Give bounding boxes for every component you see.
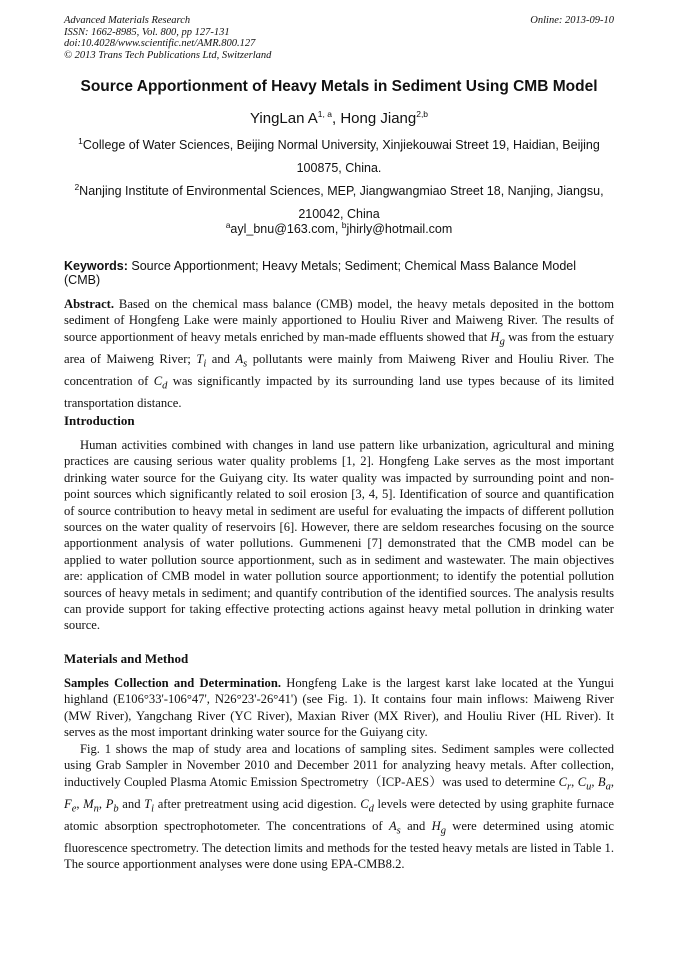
symbol-cd (153, 373, 168, 392)
symbol-base: P (105, 796, 114, 811)
symbol-cu (577, 774, 592, 793)
symbol-base: C (153, 373, 163, 388)
symbol-base: C (577, 774, 587, 789)
author-emails (64, 219, 614, 236)
abstract-text: pollutants were mainly from Maiweng River and Houliu River. The concentration of (64, 351, 614, 388)
online-date: Online: 2013-09-10 (530, 15, 614, 26)
symbol-fe (64, 796, 77, 815)
journal-info (64, 15, 271, 61)
email-b[interactable]: jhirly@hotmail.com (346, 222, 453, 236)
symbol-sub: a (605, 781, 611, 793)
author-1: YingLan A (249, 110, 318, 127)
affiliation-2 (64, 180, 614, 226)
methods-heading: Materials and Method (64, 651, 189, 666)
affiliation-2-text: Nanjing Institute of Environmental Sciences, MEP, Jiangwangmiao Street 18, Nanjing, Jiangsu, 210042, China (79, 184, 604, 221)
symbol-as (388, 818, 401, 837)
abstract-text: and (206, 351, 236, 366)
symbol-sub: d (162, 380, 168, 392)
symbol-sub: g (499, 336, 505, 348)
introduction-paragraph: Human activities combined with changes in land use pattern like urbanization, agricultural and mining practices are causing serious water quality problems [1, 2]. Hongfeng Lake serves as the most important drinking water source for the Guiyang city. Its water quality was impacted by surrounding point and non-point sources which significantly related to soil erosion [3, 4, 5]. Identification of source and quantification of source contribution to heavy metal in sediment are useful for evaluating the impacts of different pollution sources on the water quality of reservoirs [6]. However, there are seldom researches focusing on the source apportionment analysis of water pollutions. Gummeneni [7] demonstrated that the CMB model can be applied to water pollution source apportionment, such as in sediment and wastewater. The main objectives are: application of CMB model in water pollution source apportionment; to identify the potential pollution sources of heavy metals in sediment; and quantify contribution of the identified sources. The analysis results can provide support for taking effective protecting actions against heavy metal pollution in drinking water source. (64, 438, 614, 633)
paragraph-text: , (76, 796, 84, 811)
affiliation-1-text: College of Water Sciences, Beijing Normal University, Xinjiekouwai Street 19, Haidian, Beijing 100875, China. (82, 138, 600, 175)
email-a[interactable]: ayl_bnu@163.com, (230, 222, 342, 236)
paragraph-text: levels were detected by using graphite furnace atomic absorption spectrophotometer. The concentrations of (64, 796, 615, 833)
abstract-text: was significantly impacted by its surrounding land use types because of its limited transportation distance. (64, 373, 614, 410)
paragraph-text: , (571, 774, 578, 789)
author-2-affiliation-mark: 2,b (416, 109, 429, 119)
samples-text: Hongfeng Lake is the largest karst lake located at the Yungui highland (E106°33'-106°47', N26°23'-26°41') (see Fig. 1). It contains four main inflows: Maiweng River (MW River), Yangchang River (YC River), Maxian River (MX River), and Houliu River (HL River). It serves as the most important drinking water source for the Guiyang city. (64, 676, 614, 740)
keywords-text: Source Apportionment; Heavy Metals; Sediment; Chemical Mass Balance Model (CMB) (64, 259, 577, 287)
affiliation-1-mark: 1 (78, 135, 83, 146)
symbol-base: H (490, 329, 500, 344)
symbol-pb (105, 796, 119, 815)
keywords-label: Keywords: (64, 259, 128, 273)
symbol-base: T (144, 796, 152, 811)
email-a-mark: a (225, 219, 231, 230)
symbol-sub: n (93, 803, 99, 815)
journal-name: Advanced Materials Research (64, 15, 191, 26)
symbol-base: A (235, 351, 244, 366)
symbol-base: C (558, 774, 568, 789)
paragraph-text: after pretreatment using acid digestion. (154, 796, 361, 811)
symbol-sub: g (440, 825, 446, 837)
samples-label: Samples Collection and Determination. (64, 676, 281, 690)
copyright-line: © 2013 Trans Tech Publications Ltd, Switzerland (64, 49, 272, 61)
symbol-base: H (431, 818, 441, 833)
paragraph-text: , (591, 774, 598, 789)
paragraph-text: and (400, 818, 432, 833)
samples-paragraph (64, 675, 614, 741)
author-2: Hong Jiang (340, 110, 417, 127)
paragraph-text: , (610, 774, 614, 789)
symbol-sub: u (586, 781, 592, 793)
abstract (64, 296, 614, 411)
paragraph-text: , (98, 796, 106, 811)
issn-line: ISSN: 1662-8985, Vol. 800, pp 127-131 (64, 26, 230, 38)
paragraph-text: Fig. 1 shows the map of study area and locations of sampling sites. Sediment samples were collected using Grab Sampler in November 2010 and December 2011 for analyzing heavy metals. After collection, inductively Coupled Plasma Atomic Emission Spectrometry（ICP-AES）was used to determine (64, 742, 614, 789)
figure-description-paragraph (64, 741, 614, 872)
symbol-sub: r (567, 781, 572, 793)
affiliation-2-mark: 2 (74, 181, 80, 192)
symbol-base: M (83, 796, 94, 811)
abstract-text: Based on the chemical mass balance (CMB) model, the heavy metals deposited in the bottom sediment of Hongfeng Lake were mainly apportioned to Houliu River and Maiweng River. The results of source apportionment of heavy metals enriched by man-made effluents showed that (64, 297, 614, 344)
author-separator: , (331, 110, 341, 127)
paragraph-text: were determined using atomic fluorescence spectrometry. The detection limits and methods for the tested heavy metals are listed in Table 1. The source apportionment analyses were done using EPA-CMB8.2. (64, 818, 615, 871)
symbol-base: C (360, 796, 369, 811)
symbol-as (235, 351, 248, 370)
symbol-mn (83, 796, 99, 815)
symbol-cr (558, 774, 572, 793)
introduction-heading: Introduction (64, 413, 135, 428)
symbol-cd (360, 796, 374, 815)
symbol-sub: b (113, 803, 119, 815)
paragraph-text: and (118, 796, 145, 811)
symbol-ba (597, 774, 611, 793)
symbol-sub: s (243, 358, 248, 370)
authors-line (40, 110, 638, 127)
paper-title: Source Apportionment of Heavy Metals in Sediment Using CMB Model (80, 78, 598, 95)
symbol-sub: e (71, 803, 77, 815)
symbol-ti (144, 796, 155, 815)
symbol-hg (490, 329, 505, 348)
symbol-sub: i (151, 803, 155, 815)
email-b-mark: b (341, 219, 347, 230)
symbol-base: F (64, 796, 72, 811)
symbol-hg (431, 818, 446, 837)
abstract-label: Abstract. (64, 297, 115, 311)
doi-line: doi:10.4028/www.scientific.net/AMR.800.127 (64, 38, 256, 49)
symbol-sub: d (368, 803, 374, 815)
abstract-text: was from the estuary area of Maiweng River; (64, 329, 614, 366)
symbol-base: A (388, 818, 397, 833)
keywords (64, 259, 614, 287)
symbol-sub: s (396, 825, 401, 837)
symbol-base: T (196, 351, 204, 366)
author-1-affiliation-mark: 1, a (317, 109, 332, 119)
affiliation-1 (64, 134, 614, 180)
symbol-sub: i (203, 358, 207, 370)
symbol-ti (196, 351, 207, 370)
symbol-base: B (597, 774, 606, 789)
